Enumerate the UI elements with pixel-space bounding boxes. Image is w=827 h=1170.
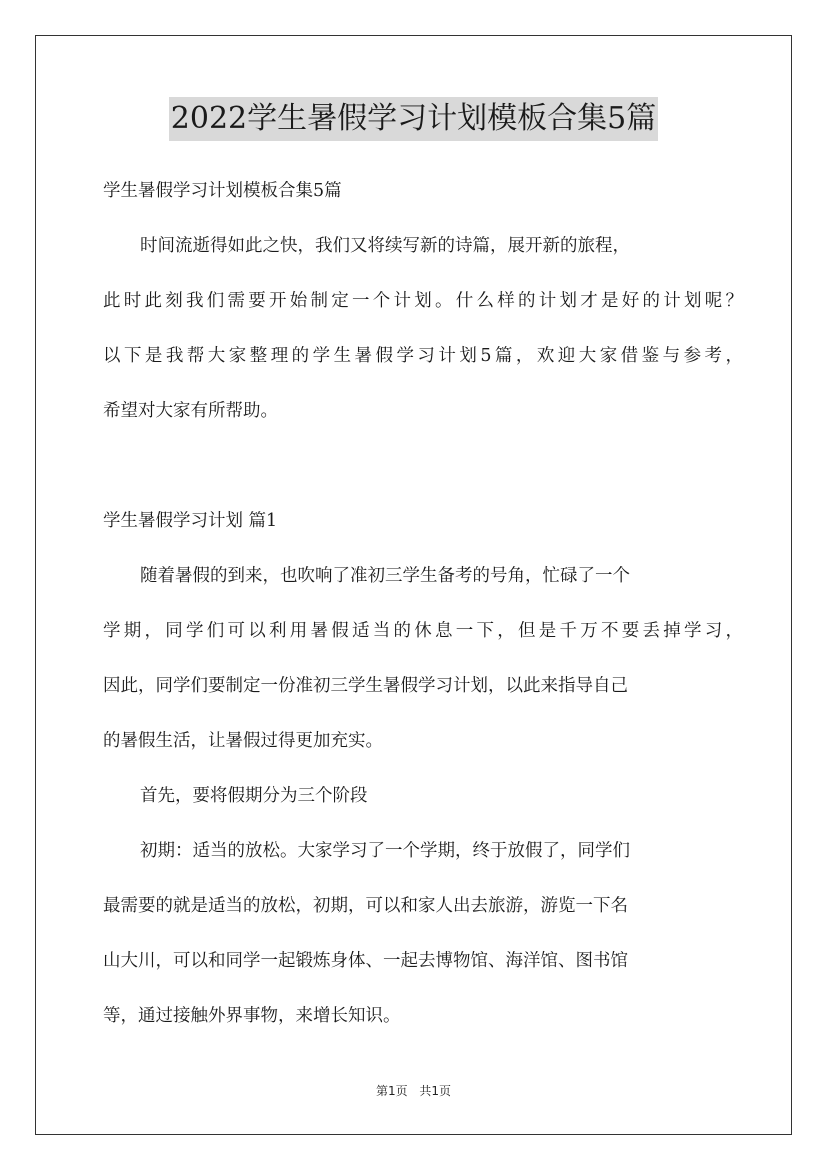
page-footer: [0, 1082, 827, 1099]
para1-line-3: 因此，同学们要制定一份准初三学生暑假学习计划，以此来指导自己: [103, 676, 628, 696]
para2-line-1: 首先，要将假期分为三个阶段: [140, 786, 368, 806]
intro-line-4: 希望对大家有所帮助。: [103, 401, 278, 421]
title-container: [0, 97, 827, 141]
section-heading: 学生暑假学习计划 篇1: [103, 511, 278, 531]
para1-line-2: 学期，同学们可以利用暑假适当的休息一下，但是千万不要丢掉学习，: [103, 621, 743, 641]
para3-line-4: 等，通过接触外界事物，来增长知识。: [103, 1006, 401, 1026]
document-body: [103, 164, 743, 1044]
intro-line-2: 此时此刻我们需要开始制定一个计划。什么样的计划才是好的计划呢？: [103, 291, 743, 311]
para3-line-2: 最需要的就是适当的放松，初期，可以和家人出去旅游，游览一下名: [103, 896, 628, 916]
intro-line-3: 以下是我帮大家整理的学生暑假学习计划5篇，欢迎大家借鉴与参考，: [103, 346, 743, 366]
para3-line-1: 初期：适当的放松。大家学习了一个学期，终于放假了，同学们: [140, 841, 630, 861]
paragraph-gap: [103, 439, 743, 494]
page-number-total: 共1页: [419, 1084, 452, 1098]
intro-line-1: 时间流逝得如此之快，我们又将续写新的诗篇，展开新的旅程，: [140, 236, 630, 256]
para1-line-4: 的暑假生活，让暑假过得更加充实。: [103, 731, 383, 751]
para1-line-1: 随着暑假的到来，也吹响了准初三学生备考的号角，忙碌了一个: [140, 566, 630, 586]
page-number-current: 第1页: [375, 1084, 408, 1098]
document-title: 2022学生暑假学习计划模板合集5篇: [169, 97, 658, 141]
document-subtitle: 学生暑假学习计划模板合集5篇: [103, 181, 342, 201]
para3-line-3: 山大川，可以和同学一起锻炼身体、一起去博物馆、海洋馆、图书馆: [103, 951, 628, 971]
